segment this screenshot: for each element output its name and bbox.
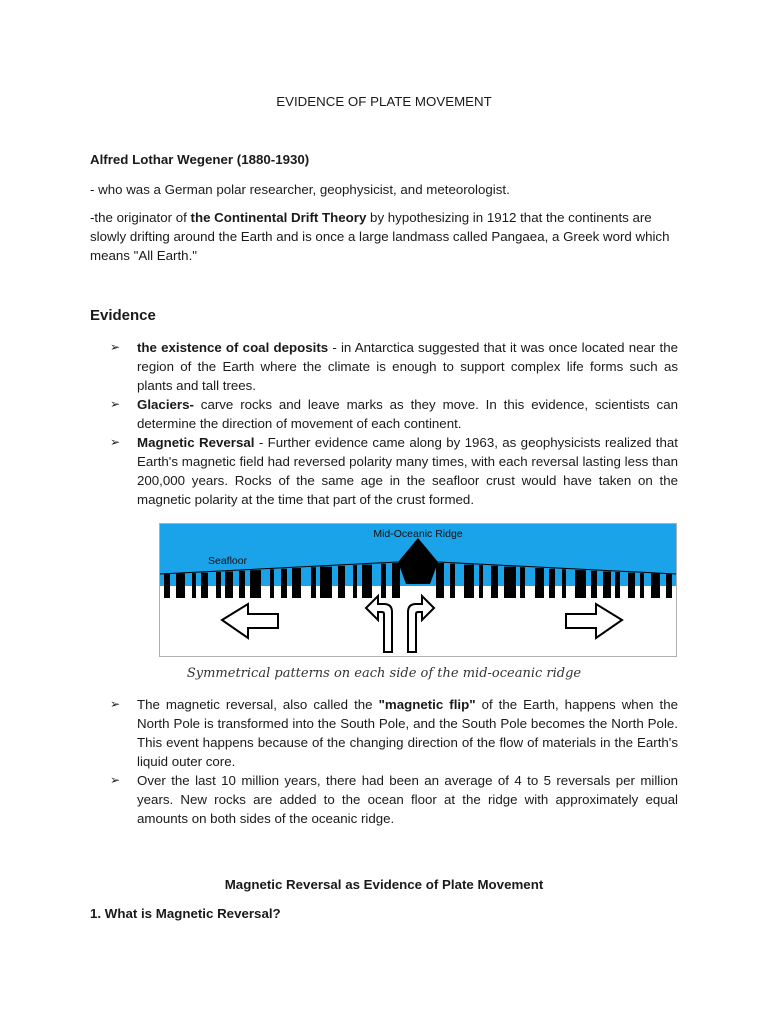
magnetic-stripe (225, 571, 233, 598)
magnetic-stripe (615, 572, 620, 598)
ridge-label: Mid-Oceanic Ridge (373, 528, 463, 540)
magnetic-stripe (464, 565, 474, 598)
flip-text-after: of the Earth, happens when the North Pole is transformed into the South Pole, and the South Pole becomes the North Pole. This event happens because of the changing direction of the flow of materials in the Earth's liquid outer core. (137, 697, 679, 769)
reversal-rate-text: Over the last 10 million years, there had been an average of 4 to 5 reversals per million years. New rocks are added to the ocean floor at the ridge with approximately equal amounts on both sides of the oceanic ridge. (137, 773, 678, 826)
magnetic-stripe (281, 569, 287, 598)
arrow-bullet-icon: ➢ (110, 435, 121, 449)
magnetic-stripe (239, 571, 245, 598)
magnetic-stripe (164, 574, 170, 599)
evidence-item-title: the existence of coal deposits (137, 340, 329, 355)
theory-name: the Continental Drift Theory (190, 210, 367, 225)
originator-paragraph (90, 208, 680, 265)
up-right-arrow-icon (408, 596, 434, 652)
list-item (90, 433, 678, 509)
magnetic-stripe (292, 568, 301, 598)
magnetic-stripe (504, 567, 516, 598)
magnetic-stripe (491, 566, 498, 598)
magnetic-stripe (216, 572, 221, 598)
seafloor-diagram-svg (160, 524, 676, 656)
magnetic-stripe (651, 574, 660, 599)
magnetic-stripe (338, 566, 345, 598)
magnetic-stripe (575, 570, 586, 598)
magnetic-stripe (479, 565, 483, 598)
magnetic-stripe (392, 563, 400, 598)
right-arrow-icon (566, 604, 622, 638)
seafloor-label: Seafloor (208, 555, 248, 567)
magnetic-stripe (176, 574, 185, 599)
subsection-title: Magnetic Reversal as Evidence of Plate Movement (224, 877, 544, 892)
magnetic-stripe (535, 568, 544, 598)
magnetic-stripe (640, 573, 644, 598)
seafloor-diagram (159, 523, 677, 657)
evidence-item-text: - Further evidence came along by 1963, as geophysicists realized that Earth's magnetic field had reversed polarity many times, with each reversal lasting less than 200,000 years. Rocks of the same age in the seafloor crust would have taken on the magnetic polarity at the time that part of the crust formed. (137, 435, 678, 507)
magnetic-stripe (591, 571, 597, 598)
evidence-list (90, 338, 678, 509)
magnetic-stripe (450, 564, 455, 598)
magnetic-stripe (520, 567, 525, 598)
arrow-bullet-icon: ➢ (110, 340, 121, 354)
magnetic-stripe (270, 569, 274, 598)
up-left-arrow-icon (366, 596, 392, 652)
magnetic-stripe (603, 571, 611, 598)
list-item (90, 771, 678, 828)
magnetic-flip-list (90, 695, 678, 828)
flip-text-before: The magnetic reversal, also called the (137, 697, 379, 712)
magnetic-stripe (201, 573, 208, 598)
evidence-item-text: - in Antarctica suggested that it was once located near the region of the Earth where the climate is enough to support complex life forms such as plants and tall trees. (137, 340, 678, 393)
left-arrow-icon (222, 604, 278, 638)
arrow-bullet-icon: ➢ (110, 397, 121, 411)
magnetic-stripe (320, 567, 332, 598)
magnetic-stripe (436, 563, 444, 598)
magnetic-stripe (562, 569, 566, 598)
magnetic-stripe (666, 574, 672, 599)
author-heading: Alfred Lothar Wegener (1880-1930) (90, 152, 310, 167)
document-title: EVIDENCE OF PLATE MOVEMENT (276, 94, 492, 109)
evidence-item-title: Magnetic Reversal (137, 435, 255, 450)
originator-text-after: by hypothesizing in 1912 that the continents are slowly drifting around the Earth and is once a large landmass called Pangaea, a Greek word which means "All Earth." (90, 210, 670, 263)
magnetic-stripe (311, 567, 316, 598)
list-item (90, 695, 678, 771)
magnetic-stripe (192, 573, 196, 598)
magnetic-stripe (353, 565, 357, 598)
magnetic-stripe (362, 565, 372, 598)
figure-caption: Symmetrical patterns on each side of the mid-oceanic ridge (186, 666, 582, 681)
question-heading: 1. What is Magnetic Reversal? (90, 906, 281, 921)
magnetic-stripe (628, 573, 635, 598)
magnetic-stripe (549, 569, 555, 598)
arrow-bullet-icon: ➢ (110, 773, 121, 787)
author-description: - who was a German polar researcher, geophysicist, and meteorologist. (90, 182, 510, 197)
evidence-item-title: Glaciers- (137, 397, 194, 412)
evidence-heading: Evidence (90, 307, 156, 324)
flip-term: "magnetic flip" (378, 697, 476, 712)
evidence-item-text: carve rocks and leave marks as they move. In this evidence, scientists can determine the direction of movement of each continent. (137, 397, 678, 431)
list-item (90, 338, 678, 395)
list-item (90, 395, 678, 433)
originator-text-before: -the originator of (90, 210, 191, 225)
arrow-bullet-icon: ➢ (110, 697, 121, 711)
magnetic-stripe (381, 564, 386, 598)
magnetic-stripe (250, 570, 261, 598)
